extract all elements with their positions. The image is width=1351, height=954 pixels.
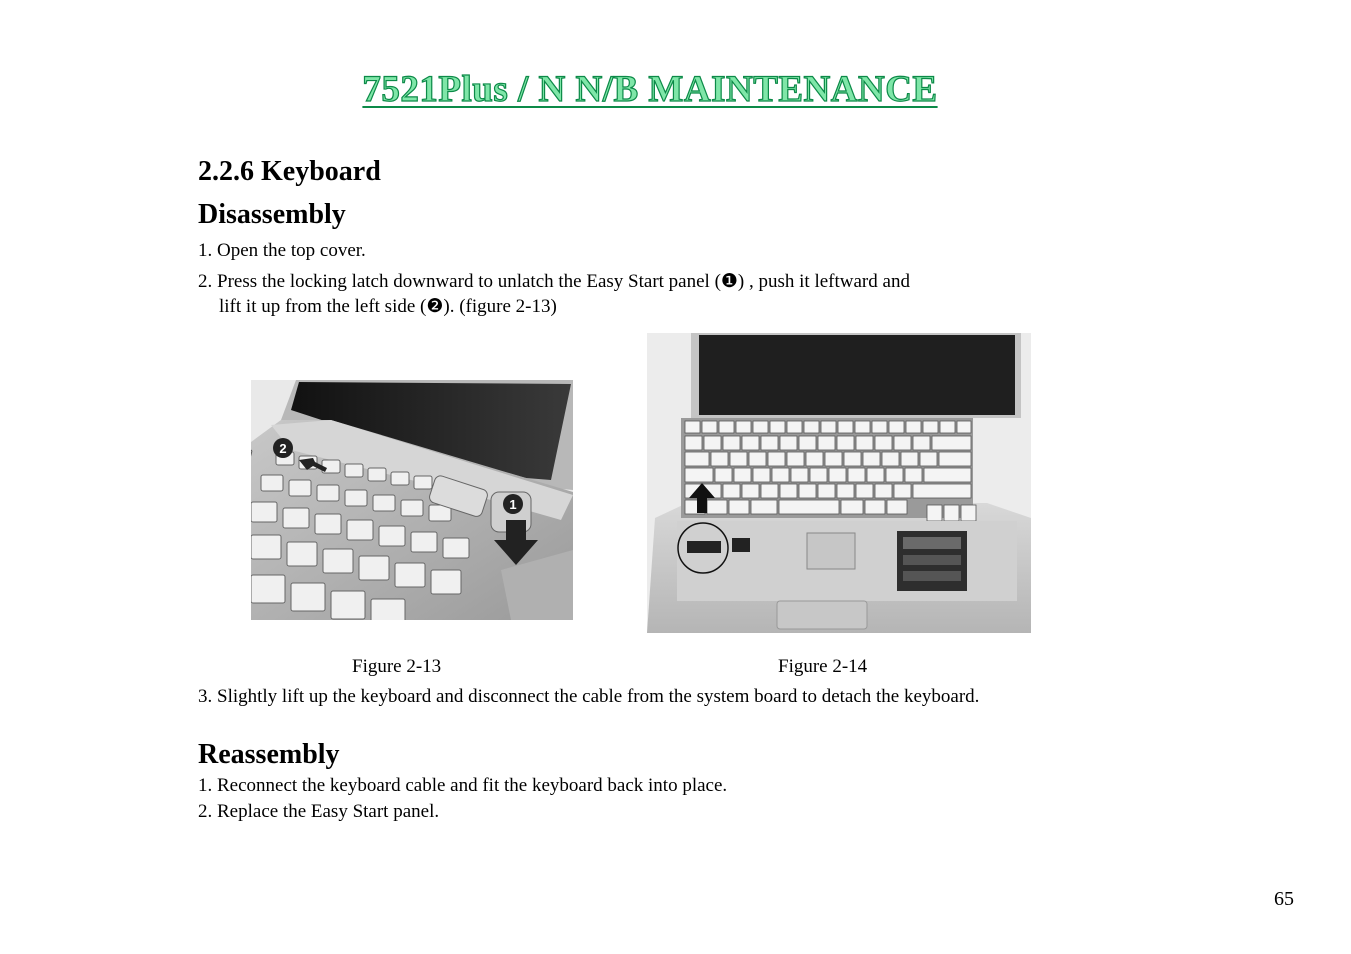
disassembly-step-3: 3. Slightly lift up the keyboard and disconnect the cable from the system board to detach the keyboard. [198,686,980,707]
reassembly-heading: Reassembly [198,739,340,770]
figure-2-13-marker-2: 2 [279,441,287,456]
disassembly-step-2-continued: lift it up from the left side (❷). (figure 2-13) [219,296,557,317]
disassembly-heading: Disassembly [198,199,346,230]
figure-2-14-caption: Figure 2-14 [778,656,868,677]
disassembly-step-1: 1. Open the top cover. [198,240,366,261]
reassembly-step-1: 1. Reconnect the keyboard cable and fit the keyboard back into place. [198,775,728,796]
figure-2-13-marker-1: 1 [509,497,517,512]
figure-2-14-image [647,333,1031,633]
disassembly-step-2: 2. Press the locking latch downward to unlatch the Easy Start panel (❶) , push it leftward and [198,271,910,292]
page-title: 7521Plus / N N/B MAINTENANCE [362,69,938,110]
section-heading: 2.2.6 Keyboard [198,156,381,187]
figure-2-13-caption: Figure 2-13 [352,656,442,677]
figure-2-13-image [251,380,573,620]
page-number: 65 [1274,888,1294,910]
reassembly-step-2: 2. Replace the Easy Start panel. [198,801,440,822]
